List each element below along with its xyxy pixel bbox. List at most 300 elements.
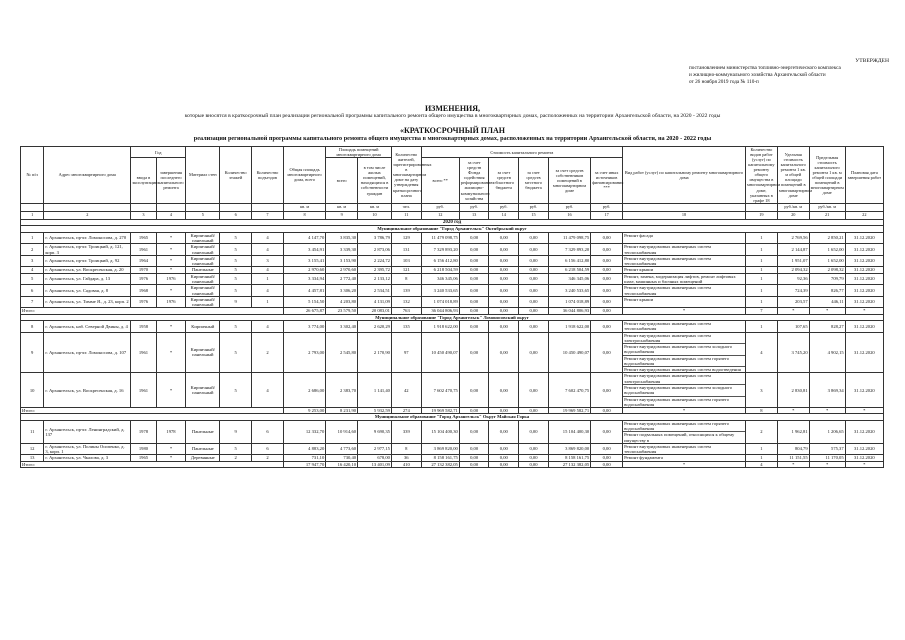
row-max-cost: 1 652,00 (809, 244, 845, 256)
row-premises-area: 730,40 (326, 455, 358, 461)
row-floors: 5 (220, 244, 252, 256)
total-pa: 23 579,50 (326, 308, 358, 314)
total-cnt: 7 (746, 308, 778, 314)
row-work-item: Ремонт, замена, модернизация лифтов, ремонт лифтовых шахт, машинных и блочных помещений (624, 273, 736, 284)
row-year-built: 1976 (131, 296, 156, 308)
row-max-cost: 3 869,34 (809, 373, 845, 408)
row-year-built: 1961 (131, 244, 156, 256)
row-cost-total: 3 869 820,00 (421, 443, 459, 455)
row-cost-other: 0,00 (591, 420, 623, 443)
col-cost-local: за счет средств местного бюджета (519, 158, 549, 204)
row-cost-owners: 1 918 622,00 (548, 320, 590, 332)
row-work-count: 2 (746, 420, 778, 443)
year-label: 2020 год (21, 219, 884, 226)
column-number-cell: 17 (591, 211, 623, 219)
row-work-item: Ремонт внутридомовых инженерных систем электроснабжения (623, 373, 745, 385)
row-max-cost: 446,11 (809, 296, 845, 308)
row-cost-total: 10 450 490,07 (421, 332, 459, 373)
section-title: Муниципальное образование "Город Архангельск" Октябрьский округ (21, 226, 884, 232)
row-address: г. Архангельск, ул. Полины Осипенко, д. 3, корп. 1 (44, 443, 131, 455)
row-total-area: 4 457,81 (283, 285, 325, 297)
column-number-cell: 21 (809, 211, 845, 219)
row-unit-cost: 2 094,32 (777, 267, 809, 273)
row-material: Кирпичный (186, 320, 220, 332)
row-entrances: 1 (252, 273, 284, 285)
row-floors: 5 (220, 232, 252, 244)
row-year-built: 1980 (131, 443, 156, 455)
row-cost-local: 0,00 (519, 232, 549, 244)
row-number: 13 (21, 455, 44, 461)
row-work-list (623, 244, 746, 256)
row-work-count: 1 (746, 244, 778, 256)
row-max-cost: 11 170,05 (809, 455, 845, 461)
total-res: 763 (391, 308, 421, 314)
row-cost-owners: 1 074 018,89 (548, 296, 590, 308)
row-residents: 339 (391, 420, 421, 443)
row-max-cost: 709,79 (809, 273, 845, 285)
row-cost-fund: 0,00 (459, 455, 489, 461)
column-number-cell: 4 (156, 211, 186, 219)
row-premises-area: 2 970,60 (326, 267, 358, 273)
row-year-repair: * (156, 267, 186, 273)
row-total-area: 4 147,70 (283, 232, 325, 244)
col-cost-region: за счет средств областного бюджета (489, 158, 519, 204)
unit-cell: руб. (548, 203, 590, 211)
col-entrances: Количество подъездов (252, 147, 284, 204)
total-mc: * (809, 308, 845, 314)
table-row (21, 255, 884, 267)
row-work-item: Ремонт фасада (624, 232, 653, 238)
unit-cell: руб. (489, 203, 519, 211)
column-number-cell: 22 (845, 211, 883, 219)
col-work: Вид работ (услуг) по капитальному ремонту многоквартирного дома (623, 147, 746, 204)
row-material: Кирпичный/панельный (186, 232, 220, 244)
row-address: г. Архангельск, пр-кт. Троицкий, д. 92 (44, 255, 131, 267)
row-cost-other: 0,00 (591, 285, 623, 297)
total-cnt: 8 (746, 408, 778, 414)
row-entrances: 4 (252, 320, 284, 332)
row-work-item: Ремонт внутридомовых инженерных систем теплоснабжения (624, 285, 711, 296)
col-material: Материал стен (186, 147, 220, 204)
row-floors: 5 (220, 332, 252, 373)
unit-cell: руб. (591, 203, 623, 211)
col-premises-all: всего (326, 158, 358, 204)
col-floors: Количество этажей (220, 147, 252, 204)
plan-title: «КРАТКОСРОЧНЫЙ ПЛАН (400, 126, 505, 135)
row-number: 2 (21, 244, 44, 256)
row-year-repair: * (156, 455, 186, 461)
row-cost-region: 0,00 (489, 420, 519, 443)
total-cl: 0,00 (519, 308, 549, 314)
row-year-repair: * (156, 332, 186, 373)
row-material: Кирпичный/панельный (186, 273, 220, 285)
col-unit-cost: Удельная стоимость капитального ремонта 1 кв. м общей площади помещений в многоквартирном доме (777, 147, 809, 204)
row-cost-other: 0,00 (591, 244, 623, 256)
column-number-cell: 20 (777, 211, 809, 219)
row-residents: 8 (391, 443, 421, 455)
row-entrances: 1 (252, 296, 284, 308)
row-max-cost: 575,37 (809, 443, 845, 455)
unit-cell (220, 203, 252, 211)
row-address: г. Архангельск, ул. Тимме Я., д. 23, корп. 2 (44, 296, 131, 308)
section-title: Муниципальное образование "Город Архангельск" Округ Майская Горка (21, 414, 884, 420)
row-premises-area: 3 153,90 (326, 255, 358, 267)
row-year-repair: * (156, 443, 186, 455)
row-total-area: 3 454,91 (283, 244, 325, 256)
row-residents: 139 (391, 285, 421, 297)
row-premises-area: 3 306,20 (326, 285, 358, 297)
total-cf: 0,00 (459, 308, 489, 314)
col-cost-owners: за счет средств собственников помещений в многоквартирном доме (548, 158, 590, 204)
row-cost-other: 0,00 (591, 296, 623, 308)
column-number-cell: 5 (186, 211, 220, 219)
row-year-repair: * (156, 320, 186, 332)
row-work-item: Ремонт крыши (624, 267, 654, 273)
column-number-cell: 12 (421, 211, 459, 219)
row-residents: 97 (391, 332, 421, 373)
row-cost-owners: 11 479 098,75 (548, 232, 590, 244)
row-floors: 2 (220, 455, 252, 461)
row-year-repair: 1976 (156, 296, 186, 308)
row-max-cost: 2 098,32 (809, 267, 845, 273)
row-cost-region: 0,00 (489, 232, 519, 244)
row-number: 10 (21, 373, 44, 408)
row-floors: 5 (220, 320, 252, 332)
section-title: Муниципальное образование "Город Архангельск" Ломоносовский округ (21, 314, 884, 320)
approval-line: и жилищно-коммунального хозяйства Архангельской области (689, 72, 826, 79)
table-row (21, 373, 884, 408)
row-cost-region: 0,00 (489, 285, 519, 297)
row-work-item: Ремонт внутридомовых инженерных систем теплоснабжения (624, 244, 711, 255)
total-label: Итого: (21, 461, 284, 467)
row-premises-owned: 2 534,51 (358, 285, 392, 297)
plan-table (20, 146, 884, 468)
unit-cell: руб./кв. м (809, 203, 845, 211)
table-row (21, 443, 884, 455)
row-premises-owned: 2 133,12 (358, 273, 392, 285)
row-year-built: 1976 (131, 273, 156, 285)
unit-cell: кв. м (326, 203, 358, 211)
col-premises-area: Площадь помещений многоквартирного дома (326, 147, 392, 158)
row-address: г. Архангельск, ул. Чкалова, д. 3 (44, 455, 131, 461)
row-work-count: 1 (746, 285, 778, 297)
total-cr: 0,00 (489, 308, 519, 314)
row-cost-region: 0,00 (489, 255, 519, 267)
column-number-cell: 7 (252, 211, 284, 219)
row-deadline: 31.12.2020 (845, 244, 883, 256)
row-work-item: Ремонт фундамента (624, 455, 663, 461)
row-residents: 132 (391, 296, 421, 308)
row-address: г. Архангельск, ул. Гайдара, д. 13 (44, 273, 131, 285)
total-work: * (623, 408, 746, 414)
row-deadline: 31.12.2020 (845, 332, 883, 373)
units-row (21, 203, 884, 211)
unit-cell: кв. м (283, 203, 325, 211)
row-work-count: 1 (746, 273, 778, 285)
row-max-cost: 1 206,65 (809, 420, 845, 443)
row-cost-total: 6 218 504,59 (421, 267, 459, 273)
unit-cell (156, 203, 186, 211)
unit-cell: руб./кв. м (777, 203, 809, 211)
row-cost-fund: 0,00 (459, 267, 489, 273)
row-work-list (623, 273, 746, 285)
row-entrances: 4 (252, 285, 284, 297)
row-work-list (623, 255, 746, 267)
row-cost-region: 0,00 (489, 267, 519, 273)
column-number-cell: 2 (44, 211, 131, 219)
row-unit-cost: 2 769,56 (777, 232, 809, 244)
col-premises-owned: в том числе жилых помещений, находящихся в собственности граждан (358, 158, 392, 204)
row-work-item: Ремонт внутридомовых инженерных систем теплоснабжения (624, 320, 711, 332)
row-deadline: 31.12.2020 (845, 296, 883, 308)
column-number-cell: 9 (326, 211, 358, 219)
row-premises-area: 2 545,80 (326, 332, 358, 373)
row-cost-total: 15 104 400,30 (421, 420, 459, 443)
col-residents: Количество жителей, зарегистрированных в многоквартирном доме на дату утверждения краткосрочного плана (391, 147, 421, 204)
column-number-cell: 16 (548, 211, 590, 219)
column-number-cell: 10 (358, 211, 392, 219)
total-cl: 0,00 (519, 408, 549, 414)
row-total-area: 3 155,41 (283, 255, 325, 267)
row-deadline: 31.12.2020 (845, 255, 883, 267)
row-premises-area: 4 203,80 (326, 296, 358, 308)
row-year-repair: * (156, 255, 186, 267)
row-number: 7 (21, 296, 44, 308)
unit-cell: кв. м (358, 203, 392, 211)
row-number: 5 (21, 273, 44, 285)
row-cost-local: 0,00 (519, 320, 549, 332)
row-cost-other: 0,00 (591, 455, 623, 461)
approval-block (689, 58, 889, 86)
row-premises-owned: 9 690,35 (358, 420, 392, 443)
column-numbers-row (21, 211, 884, 219)
row-address: г. Архангельск, пр-кт. Троицкий, д. 121, корп. 3 (44, 244, 131, 256)
row-premises-owned: 2 224,72 (358, 255, 392, 267)
row-cost-total: 8 158 161,75 (421, 455, 459, 461)
row-unit-cost: 2 144,87 (777, 244, 809, 256)
row-deadline: 31.12.2020 (845, 232, 883, 244)
row-cost-other: 0,00 (591, 255, 623, 267)
row-deadline: 31.12.2020 (845, 443, 883, 455)
column-number-cell: 14 (489, 211, 519, 219)
row-work-count: 4 (746, 332, 778, 373)
row-cost-fund: 0,00 (459, 420, 489, 443)
col-year-repair: завершения последнего капитального ремонта (156, 158, 186, 204)
row-max-cost: 828,27 (809, 320, 845, 332)
changes-subtitle: которые вносятся в краткосрочный план реализации региональной программы капитального ремонта общего имущества в многоквартирных домах, расположенных на территории Архангельской области, на 2020 - 2022 годы (184, 113, 721, 119)
row-entrances: 3 (252, 255, 284, 267)
row-cost-other: 0,00 (591, 232, 623, 244)
row-cost-owners: 15 104 400,30 (548, 420, 590, 443)
row-cost-region: 0,00 (489, 373, 519, 408)
unit-cell: руб. (519, 203, 549, 211)
row-cost-total: 7 602 470,75 (421, 373, 459, 408)
row-work-count: 1 (746, 255, 778, 267)
row-unit-cost: 1 962,81 (777, 420, 809, 443)
row-deadline: 31.12.2020 (845, 273, 883, 285)
row-floors: 5 (220, 273, 252, 285)
approval-line: от 26 ноября 2019 года № 110-п (689, 78, 759, 85)
row-cost-region: 0,00 (489, 320, 519, 332)
row-cost-owners: 6 156 412,80 (548, 255, 590, 267)
row-work-item: Ремонт внутридомовых инженерных систем теплоснабжения (624, 255, 711, 267)
row-cost-fund: 0,00 (459, 273, 489, 285)
row-cost-owners: 3 869 820,00 (548, 443, 590, 455)
row-floors: 5 (220, 443, 252, 455)
unit-cell (21, 203, 44, 211)
row-cost-total: 11 479 098,75 (421, 232, 459, 244)
total-label: Итого: (21, 408, 284, 414)
row-unit-cost: 2 830,81 (777, 373, 809, 408)
row-material: Панельные (186, 420, 220, 443)
row-work-item: Ремонт внутридомовых инженерных систем горячего водоснабжения (624, 396, 729, 407)
row-work-list (623, 420, 746, 443)
total-label: Итого: (21, 308, 284, 314)
row-material: Кирпичный/панельный (186, 296, 220, 308)
col-cost-other: за счет иных источников финансирования *** (591, 158, 623, 204)
row-unit-cost: 107,65 (777, 320, 809, 332)
column-number-cell: 15 (519, 211, 549, 219)
total-uc: * (777, 408, 809, 414)
row-cost-local: 0,00 (519, 244, 549, 256)
row-cost-local: 0,00 (519, 332, 549, 373)
total-row (21, 461, 884, 467)
row-cost-other: 0,00 (591, 273, 623, 285)
row-premises-owned: 2 170,90 (358, 332, 392, 373)
unit-cell: чел. (391, 203, 421, 211)
row-floors: 5 (220, 267, 252, 273)
total-mc: * (809, 461, 845, 467)
row-premises-area: 4 773,60 (326, 443, 358, 455)
row-premises-owned: 1 141,40 (358, 373, 392, 408)
row-total-area: 3 334,94 (283, 273, 325, 285)
total-uc: * (777, 461, 809, 467)
row-work-list (623, 320, 746, 332)
total-cx: 0,00 (591, 308, 623, 314)
row-floors: 5 (220, 373, 252, 408)
row-number: 12 (21, 443, 44, 455)
row-premises-owned: 4 131,09 (358, 296, 392, 308)
row-work-item: Ремонт крыши (624, 296, 654, 302)
total-po: 20 083,01 (358, 308, 392, 314)
row-cost-owners: 7 602 470,75 (548, 373, 590, 408)
row-year-built: 1958 (131, 320, 156, 332)
row-work-item: Ремонт внутридомовых инженерных систем теплоснабжения (624, 443, 711, 455)
row-total-area: 4 883,20 (283, 443, 325, 455)
row-year-built: 1970 (131, 267, 156, 273)
column-number-cell: 3 (131, 211, 156, 219)
row-entrances: 6 (252, 420, 284, 443)
total-co: 36 044 806,93 (548, 308, 590, 314)
row-unit-cost: 203,57 (777, 296, 809, 308)
row-premises-area: 3 339,30 (326, 244, 358, 256)
row-premises-owned: 2 977,15 (358, 443, 392, 455)
row-year-repair: * (156, 373, 186, 408)
row-material: Кирпичный/панельный (186, 244, 220, 256)
row-work-list (623, 332, 746, 373)
row-total-area: 731,10 (283, 455, 325, 461)
row-residents: 103 (391, 255, 421, 267)
row-cost-region: 0,00 (489, 273, 519, 285)
col-max-cost: Предельная стоимость капитального ремонта 1 кв. м общей площади помещений в многоквартирном доме (809, 147, 845, 204)
row-work-count: 1 (746, 443, 778, 455)
row-residents: 36 (391, 455, 421, 461)
row-year-built: 1968 (131, 285, 156, 297)
row-cost-total: 1 918 622,00 (421, 320, 459, 332)
row-cost-local: 0,00 (519, 443, 549, 455)
row-deadline: 31.12.2020 (845, 267, 883, 273)
total-dl: * (845, 408, 883, 414)
row-year-built: 1965 (131, 455, 156, 461)
row-deadline: 31.12.2020 (845, 455, 883, 461)
row-cost-total: 6 156 412,80 (421, 255, 459, 267)
row-address: г. Архангельск, ул. Воскресенская, д. 20 (44, 267, 131, 273)
total-pa: 16 420,10 (326, 461, 358, 467)
total-cx: 0,00 (591, 461, 623, 467)
row-cost-total: 1 074 018,89 (421, 296, 459, 308)
row-deadline: 31.12.2020 (845, 373, 883, 408)
row-total-area: 2 970,60 (283, 267, 325, 273)
row-work-count: 1 (746, 232, 778, 244)
row-cost-fund: 0,00 (459, 244, 489, 256)
row-residents: 42 (391, 373, 421, 408)
row-number: 9 (21, 332, 44, 373)
unit-cell: руб. (459, 203, 489, 211)
row-premises-area: 3 835,30 (326, 232, 358, 244)
row-premises-owned: 2 395,72 (358, 267, 392, 273)
total-dl: * (845, 308, 883, 314)
total-res: 410 (391, 461, 421, 467)
row-premises-owned: 3 786,79 (358, 232, 392, 244)
row-work-count: 1 (746, 296, 778, 308)
row-year-repair: 1978 (156, 420, 186, 443)
col-cost-fund: за счет средств Фонда содействия реформированию жилищно-коммунального хозяйства (459, 158, 489, 204)
row-work-count: 1 (746, 267, 778, 273)
col-num: № п/п (21, 147, 44, 204)
approval-title: УТВЕРЖДЕН (855, 58, 889, 64)
row-material: Кирпичный/панельный (186, 373, 220, 408)
col-count: Количество видов работ (услуг) по капитальному ремонту общего имущества в многоквартирном доме, указанных в графе 18 (747, 147, 781, 203)
table-row (21, 420, 884, 443)
total-work: * (623, 461, 746, 467)
row-cost-fund: 0,00 (459, 232, 489, 244)
total-ta: 17 947,70 (283, 461, 325, 467)
total-ct: 19 969 582,71 (421, 408, 459, 414)
row-year-built: 1978 (131, 420, 156, 443)
row-floors: 5 (220, 255, 252, 267)
col-address: Адрес многоквартирного дома (44, 147, 131, 204)
row-residents: 8 (391, 273, 421, 285)
row-cost-fund: 0,00 (459, 255, 489, 267)
col-deadline: Плановая дата завершения работ (845, 147, 883, 204)
row-total-area: 2 686,00 (283, 373, 325, 408)
row-unit-cost: 1 951,07 (777, 255, 809, 267)
row-number: 1 (21, 232, 44, 244)
row-cost-owners: 8 158 161,75 (548, 455, 590, 461)
row-work-item: Ремонт внутридомовых инженерных систем электроснабжения (623, 333, 745, 345)
row-material: Панельные (186, 443, 220, 455)
row-address: г. Архангельск, пр-кт. Ломоносова, д. 107 (44, 332, 131, 373)
total-ta: 26 675,87 (283, 308, 325, 314)
row-premises-owned: 678,00 (358, 455, 392, 461)
total-dl: * (845, 461, 883, 467)
row-cost-local: 0,00 (519, 285, 549, 297)
row-cost-other: 0,00 (591, 332, 623, 373)
year-row (21, 219, 884, 226)
row-address: г. Архангельск, пр-кт. Ломоносова, д. 270 (44, 232, 131, 244)
row-floors: 9 (220, 420, 252, 443)
col-total-area: Общая площадь многоквартирного дома, всего (283, 147, 325, 204)
